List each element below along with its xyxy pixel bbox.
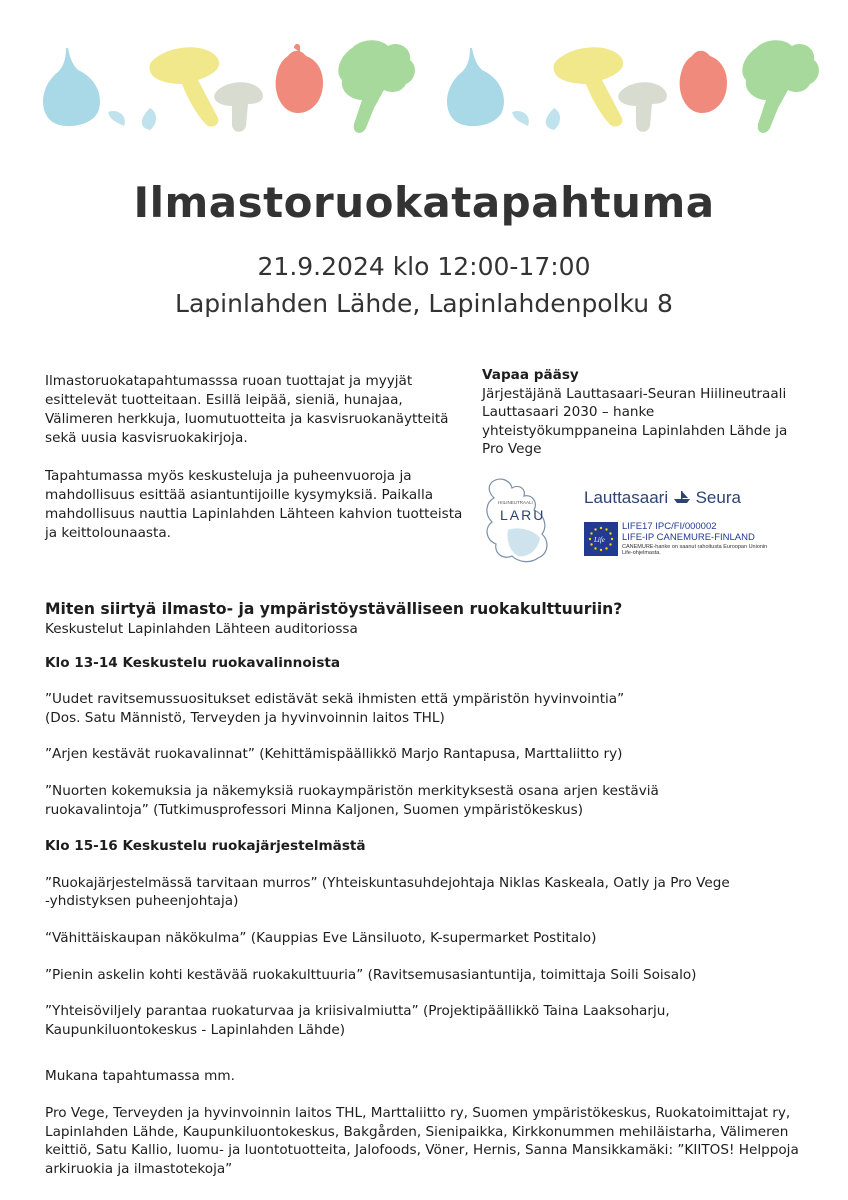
vegetable-group-1 <box>43 40 415 133</box>
lauttasaari-text: Lauttasaari <box>584 488 669 507</box>
participants-list: Pro Vege, Terveyden ja hyvinvoinnin laitos THL, Marttaliitto ry, Suomen ympäristökeskus, Ruokatoimittajat ry, Lapinlahden Lähde, Kaupunkiluontokeskus, Bakgården, Sienipaikka, Kirkkonummen mehiläistarha, Välimeren keittiö, Satu Kallio, luomu- ja luontotuotteita, Jalofoods, Vöner, Hernis, Sanna Mansikkamäki: ”KIITOS! Helppoja arkiruokia ja ilmastotekoja” <box>45 1104 799 1177</box>
vegetable-banner <box>0 0 848 170</box>
talk-line: “Vähittäiskaupan näkökulma” (Kauppias Eve Länsiluoto, K-supermarket Postitalo) <box>45 929 597 946</box>
mushroom-icon <box>150 47 220 126</box>
organizer-text: Järjestäjänä Lauttasaari-Seuran Hiilineutraali Lauttasaari 2030 – hanke yhteistyökumppaneina Lapinlahden Lähde ja Pro Vege <box>482 385 788 457</box>
talk-line: (Dos. Satu Männistö, Terveyden ja hyvinvoinnin laitos THL) <box>45 709 445 726</box>
session-title: Klo 13-14 Keskustelu ruokavalinnoista <box>45 654 341 671</box>
program-section <box>45 598 825 1178</box>
free-entry-label: Vapaa pääsy <box>482 367 579 383</box>
partner-logos <box>478 474 778 574</box>
eu-flag-icon <box>584 522 618 556</box>
talk-line: Kaupunkiluontokeskus - Lapinlahden Lähde) <box>45 1021 346 1038</box>
mushroom-icon <box>618 82 667 132</box>
page-title: Ilmastoruokatapahtuma <box>133 178 715 227</box>
event-location: Lapinlahden Lähde, Lapinlahdenpolku 8 <box>175 289 673 318</box>
program-subheading: Keskustelut Lapinlahden Lähteen auditoriossa <box>45 621 358 637</box>
seura-text: Seura <box>695 488 741 507</box>
garlic-icon <box>43 48 100 126</box>
participants-intro: Mukana tapahtumassa mm. <box>45 1068 235 1085</box>
garlic-clove-icon <box>512 111 529 126</box>
garlic-clove-icon <box>108 111 125 126</box>
laru-small-text: HIILINEUTRAALI <box>498 500 533 505</box>
garlic-icon <box>447 48 504 126</box>
vegetable-group-2 <box>447 40 819 133</box>
garlic-clove-icon <box>142 108 156 130</box>
side-info <box>482 366 802 459</box>
program-heading: Miten siirtyä ilmasto- ja ympäristöystävälliseen ruokakulttuuriin? <box>45 600 623 618</box>
session-title: Klo 15-16 Keskustelu ruokajärjestelmästä <box>45 838 366 855</box>
talk-line: ”Yhteisöviljely parantaa ruokaturvaa ja kriisivalmiutta” (Projektipäällikkö Taina Laaksoharju, <box>45 1003 670 1020</box>
mushroom-icon <box>214 82 263 132</box>
talk-line: ”Arjen kestävät ruokavalinnat” (Kehittämispäällikkö Marjo Rantapusa, Marttaliitto ry) <box>45 746 623 763</box>
pepper-icon <box>680 51 727 113</box>
talk-line: -yhdistyksen puheenjohtaja) <box>45 893 239 910</box>
life-flag-text: Life <box>594 536 605 544</box>
lauttasaari-seura-logo <box>584 488 741 508</box>
talk-line: ruokavalintoja” (Tutkimusprofessori Minna Kaljonen, Suomen ympäristökeskus) <box>45 801 584 818</box>
intro-paragraph: Tapahtumassa myös keskusteluja ja puheenvuoroja ja mahdollisuus esittää asiantuntijoille kysymyksiä. Paikalla mahdollisuus nauttia Lapinlahden Lähteen kahvion tuotteista ja keittolounaasta. <box>45 468 463 541</box>
talk-line: ”Ruokajärjestelmässä tarvitaan murros” (Yhteiskuntasuhdejohtaja Niklas Kaskeala, Oatly ja Pro Vege <box>45 874 730 891</box>
laru-logo <box>478 474 568 566</box>
life-line3: CANEMURE-hanke on saanut rahoitusta Euroopan Unionin Life-ohjelmasta. <box>622 544 768 556</box>
broccoli-icon <box>742 40 819 133</box>
broccoli-icon <box>338 40 415 133</box>
life-line1: LIFE17 IPC/FI/000002 <box>622 521 717 532</box>
mushroom-icon <box>554 47 624 126</box>
intro-paragraph: Ilmastoruokatapahtumasssa ruoan tuottajat ja myyjät esittelevät tuotteitaan. Esillä leipää, sieniä, hunajaa, Välimeren herkkuja, luomutuotteita ja kasvisruokanäytteitä sekä uusia kasvisruokakirjoja. <box>45 373 449 446</box>
talk-line: ”Pienin askelin kohti kestävää ruokakulttuuria” (Ravitsemusasiantuntija, toimittaja Soili Soisalo) <box>45 966 697 983</box>
ship-icon <box>673 490 691 504</box>
talk-line: ”Uudet ravitsemussuositukset edistävät sekä ihmisten että ympäristön hyvinvointia” <box>45 691 625 708</box>
life-line2: LIFE-IP CANEMURE-FINLAND <box>622 532 755 543</box>
life-logo <box>584 522 774 558</box>
pepper-icon <box>276 44 323 113</box>
intro-text <box>45 372 465 562</box>
event-date-time: 21.9.2024 klo 12:00-17:00 <box>257 252 591 281</box>
talk-line: ”Nuorten kokemuksia ja näkemyksiä ruokaympäristön merkityksestä osana arjen kestäviä <box>45 782 659 799</box>
laru-text: LARU <box>500 507 546 523</box>
garlic-clove-icon <box>546 108 560 130</box>
